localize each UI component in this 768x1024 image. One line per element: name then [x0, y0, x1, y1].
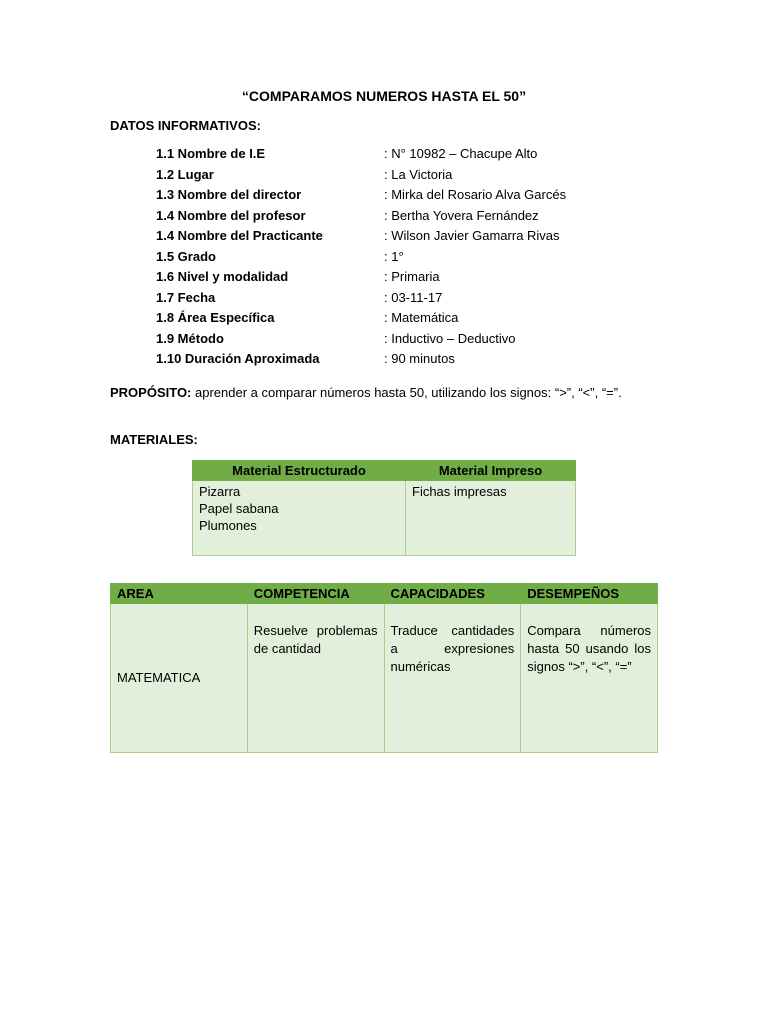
proposito-label: PROPÓSITO: [110, 385, 192, 400]
competencia-cell: Resuelve problemas de cantidad [247, 604, 384, 753]
info-value: : Inductivo – Deductivo [384, 331, 516, 346]
info-label: 1.5 Grado [156, 249, 216, 264]
capacidades-cell: Traduce cantidades a expresiones numéricas [384, 604, 521, 753]
datos-informativos-heading: DATOS INFORMATIVOS: [110, 118, 261, 133]
table-header-row [193, 461, 576, 481]
list-item: Fichas impresas [412, 484, 507, 499]
proposito-text: aprender a comparar números hasta 50, utilizando los signos: “>”, “<”, “=”. [191, 385, 622, 400]
info-label: 1.4 Nombre del Practicante [156, 228, 323, 243]
info-label: 1.3 Nombre del director [156, 187, 302, 202]
info-value: : Matemática [384, 310, 459, 325]
info-label: 1.6 Nivel y modalidad [156, 269, 289, 284]
info-value: : Mirka del Rosario Alva Garcés [384, 187, 567, 202]
table-header-row [111, 584, 658, 604]
info-value: : Bertha Yovera Fernández [384, 208, 539, 223]
list-item: Plumones [199, 518, 257, 533]
material-impreso-cell [406, 481, 576, 556]
info-label: 1.4 Nombre del profesor [156, 208, 306, 223]
info-label: 1.8 Área Específica [156, 310, 275, 325]
header-area: AREA [111, 584, 248, 604]
info-label: 1.1 Nombre de I.E [156, 146, 266, 161]
competencias-table [110, 583, 658, 753]
info-value: : 03-11-17 [384, 290, 443, 305]
document-title: “COMPARAMOS NUMEROS HASTA EL 50” [241, 88, 527, 104]
info-label: 1.7 Fecha [156, 290, 216, 305]
list-item: Papel sabana [199, 501, 279, 516]
desempenos-cell: Compara números hasta 50 usando los signos “>”, “<”, “=” [521, 604, 658, 753]
info-label: 1.10 Duración Aproximada [156, 351, 320, 366]
header-competencia: COMPETENCIA [247, 584, 384, 604]
list-item: Pizarra [199, 484, 241, 499]
header-material-estructurado: Material Estructurado [193, 461, 406, 481]
table-row [111, 604, 658, 753]
table-row [193, 481, 576, 556]
header-capacidades: CAPACIDADES [384, 584, 521, 604]
info-value: : N° 10982 – Chacupe Alto [384, 146, 538, 161]
info-value: : La Victoria [384, 167, 453, 182]
header-material-impreso: Material Impreso [406, 461, 576, 481]
info-label: 1.2 Lugar [156, 167, 214, 182]
info-value: : Wilson Javier Gamarra Rivas [384, 228, 560, 243]
area-cell: MATEMATICA [111, 604, 248, 753]
materiales-table [192, 460, 576, 556]
info-value: : 1° [384, 249, 404, 264]
info-value: : Primaria [384, 269, 440, 284]
info-value: : 90 minutos [384, 351, 455, 366]
materiales-heading: MATERIALES: [110, 432, 198, 447]
info-label: 1.9 Método [156, 331, 224, 346]
header-desempenos: DESEMPEÑOS [521, 584, 658, 604]
material-estructurado-cell [193, 481, 406, 556]
proposito-paragraph [110, 384, 655, 402]
